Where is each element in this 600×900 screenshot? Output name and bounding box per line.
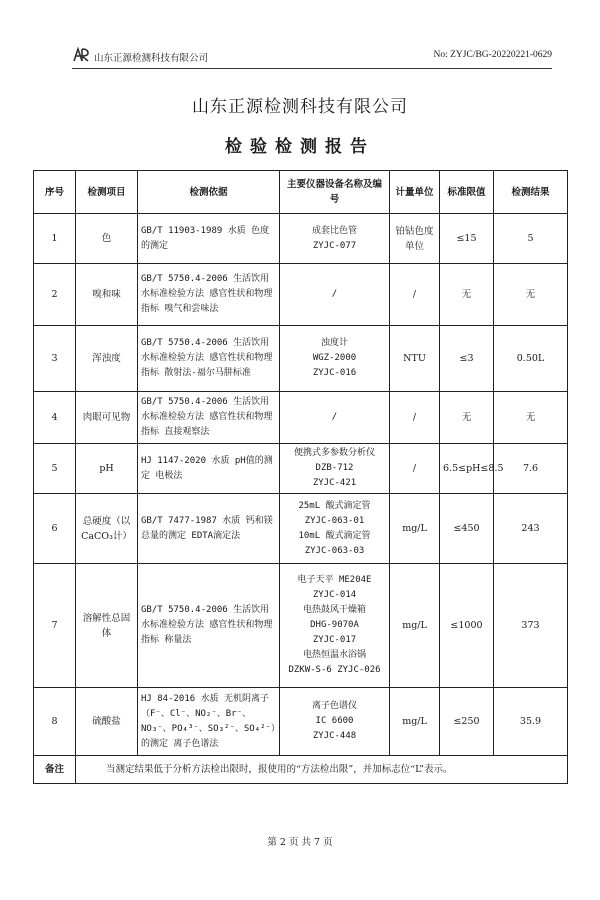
cell-unit: mg/L: [390, 494, 440, 564]
cell-seq: 2: [34, 264, 76, 326]
cell-result: 243: [494, 494, 568, 564]
cell-basis: HJ 1147-2020 水质 pH值的测定 电极法: [138, 444, 280, 494]
header-result: 检测结果: [494, 171, 568, 214]
cell-limit: ≤15: [440, 214, 494, 264]
cell-item: 溶解性总固体: [76, 564, 138, 688]
table-row: [34, 444, 568, 494]
header-divider: [72, 68, 552, 69]
header-limit: 标准限值: [440, 171, 494, 214]
cell-seq: 7: [34, 564, 76, 688]
table-row: [34, 392, 568, 444]
cell-basis: HJ 84-2016 水质 无机阴离子（F⁻、Cl⁻、NO₂⁻、Br⁻、NO₃⁻、PO₄³⁻、SO₃²⁻、SO₄²⁻）的测定 离子色谱法: [138, 688, 280, 756]
cell-instrument: 便携式多参数分析仪 DZB-712 ZYJC-421: [280, 444, 390, 494]
page-header: [72, 46, 552, 68]
table-row: [34, 688, 568, 756]
cell-basis: GB/T 5750.4-2006 生活饮用水标准检验方法 感官性状和物理指标 嗅气和尝味法: [138, 264, 280, 326]
cell-item: 嗅和味: [76, 264, 138, 326]
cell-unit: /: [390, 392, 440, 444]
cell-unit: mg/L: [390, 688, 440, 756]
cell-limit: 无: [440, 392, 494, 444]
cell-result: 0.50L: [494, 326, 568, 392]
table-row: [34, 494, 568, 564]
table-row: [34, 326, 568, 392]
cell-result: 无: [494, 392, 568, 444]
cell-result: 5: [494, 214, 568, 264]
cell-item: 总硬度（以CaCO₃计）: [76, 494, 138, 564]
remark-text: 当测定结果低于分析方法检出限时，报使用的“方法检出限”，并加标志位“L”表示。: [76, 756, 568, 784]
cell-limit: ≤450: [440, 494, 494, 564]
cell-limit: 6.5≤pH≤8.5: [440, 444, 494, 494]
cell-limit: ≤1000: [440, 564, 494, 688]
cell-instrument: 成套比色管 ZYJC-077: [280, 214, 390, 264]
header-basis: 检测依据: [138, 171, 280, 214]
cell-basis: GB/T 5750.4-2006 生活饮用水标准检验方法 感官性状和物理指标 直接观察法: [138, 392, 280, 444]
table-header-row: [34, 171, 568, 214]
cell-basis: GB/T 5750.4-2006 生活饮用水标准检验方法 感官性状和物理指标 称量法: [138, 564, 280, 688]
report-title: 检验检测报告: [225, 137, 375, 157]
remark-label: 备注: [34, 756, 76, 784]
cell-result: 无: [494, 264, 568, 326]
cell-instrument: 离子色谱仪 IC 6600 ZYJC-448: [280, 688, 390, 756]
header-unit: 计量单位: [390, 171, 440, 214]
cell-instrument: /: [280, 264, 390, 326]
cell-limit: 无: [440, 264, 494, 326]
header-seq: 序号: [34, 171, 76, 214]
page-number: 第 2 页 共 7 页: [267, 837, 333, 848]
cell-result: 35.9: [494, 688, 568, 756]
remark-row: [34, 756, 568, 784]
cell-result: 7.6: [494, 444, 568, 494]
cell-instrument: 电子天平 ME204E ZYJC-014 电热鼓风干燥箱 DHG-9070A ZYJC-017 电热恒温水浴锅 DZKW-S-6 ZYJC-026: [280, 564, 390, 688]
cell-unit: /: [390, 264, 440, 326]
cell-item: 浑浊度: [76, 326, 138, 392]
company-title: 山东正源检测科技有限公司: [192, 97, 408, 117]
table-row: [34, 264, 568, 326]
cell-instrument: /: [280, 392, 390, 444]
cell-seq: 5: [34, 444, 76, 494]
cell-basis: GB/T 5750.4-2006 生活饮用水标准检验方法 感官性状和物理指标 散射法-福尔马肼标准: [138, 326, 280, 392]
report-number: No: ZYJC/BG-20220221-0629: [433, 50, 552, 60]
cell-unit: mg/L: [390, 564, 440, 688]
cell-seq: 4: [34, 392, 76, 444]
cell-unit: /: [390, 444, 440, 494]
header-company-name: 山东正源检测科技有限公司: [94, 53, 209, 64]
company-logo-icon: [72, 46, 90, 64]
cell-item: pH: [76, 444, 138, 494]
table-row: [34, 214, 568, 264]
cell-unit: NTU: [390, 326, 440, 392]
cell-item: 硫酸盐: [76, 688, 138, 756]
cell-limit: ≤3: [440, 326, 494, 392]
table-row: [34, 564, 568, 688]
cell-seq: 3: [34, 326, 76, 392]
header-item: 检测项目: [76, 171, 138, 214]
cell-basis: GB/T 11903-1989 水质 色度的测定: [138, 214, 280, 264]
test-results-table: [33, 170, 568, 784]
cell-seq: 6: [34, 494, 76, 564]
cell-result: 373: [494, 564, 568, 688]
cell-seq: 1: [34, 214, 76, 264]
cell-instrument: 25mL 酸式滴定管 ZYJC-063-01 10mL 酸式滴定管 ZYJC-063-03: [280, 494, 390, 564]
cell-basis: GB/T 7477-1987 水质 钙和镁总量的测定 EDTA滴定法: [138, 494, 280, 564]
cell-item: 肉眼可见物: [76, 392, 138, 444]
cell-limit: ≤250: [440, 688, 494, 756]
header-instrument: 主要仪器设备名称及编号: [280, 171, 390, 214]
cell-unit: 铂钴色度单位: [390, 214, 440, 264]
cell-seq: 8: [34, 688, 76, 756]
cell-item: 色: [76, 214, 138, 264]
cell-instrument: 浊度计 WGZ-2000 ZYJC-016: [280, 326, 390, 392]
